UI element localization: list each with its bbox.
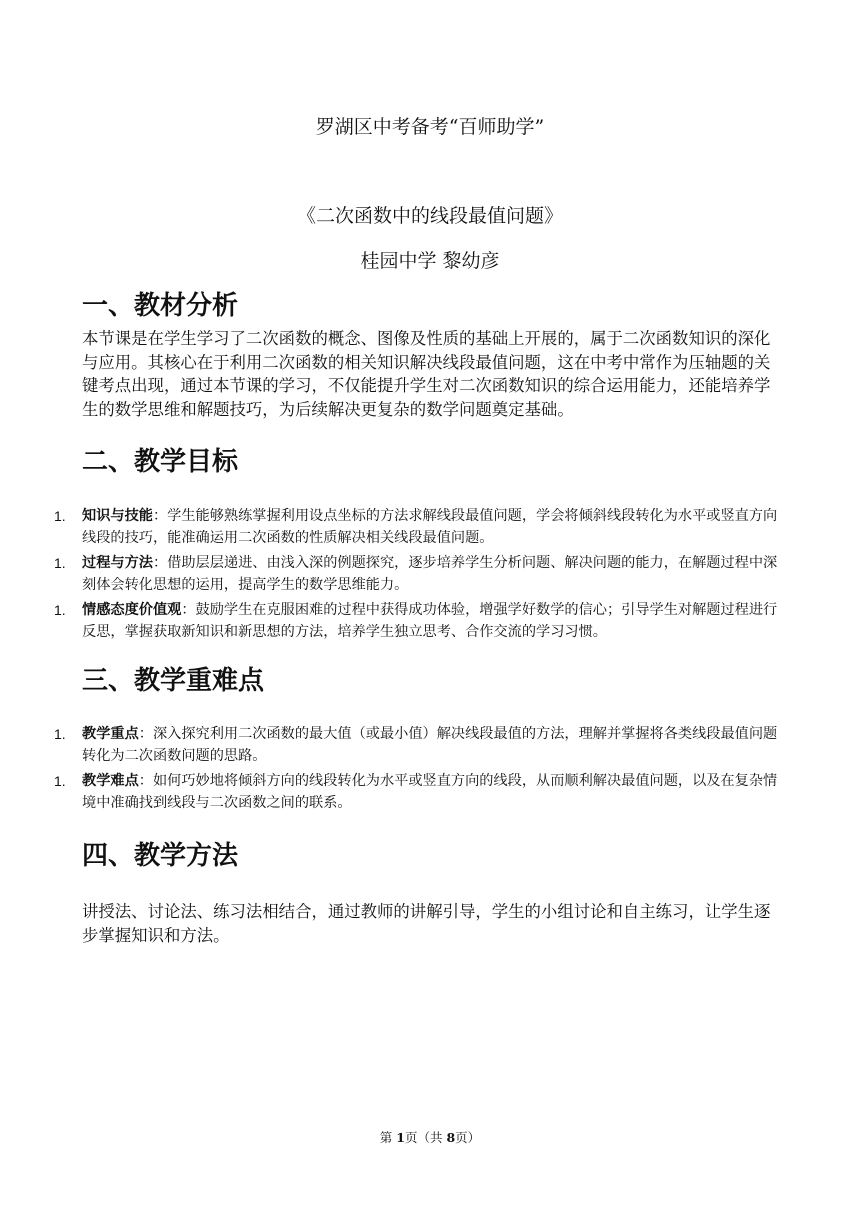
section-heading-methods: 四、教学方法: [82, 841, 239, 871]
list-text: ：如何巧妙地将倾斜方向的线段转化为水平或竖直方向的线段，从而顺利解决最值问题，以及在复杂情境中准确找到线段与二次函数之间的联系。: [82, 773, 778, 811]
list-text: ：借助层层递进、由浅入深的例题探究，逐步培养学生分析问题、解决问题的能力，在解题过程中深刻体会转化思想的运用，提高学生的数学思维能力。: [82, 555, 778, 593]
list-item: [50, 724, 782, 767]
list-term: 情感态度价值观: [82, 602, 182, 618]
list-number: 1.: [54, 508, 66, 524]
list-number: 1.: [54, 555, 66, 571]
section-heading-analysis: 一、教材分析: [82, 291, 239, 321]
section-body-analysis: 本节课是在学生学习了二次函数的概念、图像及性质的基础上开展的，属于二次函数知识的深化与应用。其核心在于利用二次函数的相关知识解决线段最值问题，这在中考中常作为压轴题的关键考点出现，通过本节课的学习，不仅能提升学生对二次函数知识的综合运用能力，还能培养学生的数学思维和解题技巧，为后续解决更复杂的数学问题奠定基础。: [82, 329, 771, 419]
list-term: 教学重点: [82, 726, 139, 742]
list-number: 1.: [54, 602, 66, 618]
section-heading-key-points: 三、教学重难点: [82, 666, 265, 696]
footer-prefix: 第: [379, 1130, 397, 1145]
page-number: 1: [396, 1130, 405, 1145]
list-number: 1.: [54, 726, 66, 742]
page-footer: [0, 1128, 860, 1146]
list-term: 知识与技能: [82, 508, 153, 524]
org-title: 罗湖区中考备考“百师助学”: [315, 116, 545, 138]
section-body-methods: 讲授法、讨论法、练习法相结合，通过教师的讲解引导，学生的小组讨论和自主练习，让学生逐步掌握知识和方法。: [82, 902, 771, 945]
list-item: [50, 600, 782, 643]
list-term: 教学难点: [82, 773, 139, 789]
list-item: [50, 771, 782, 814]
section-heading-goals: 二、教学目标: [82, 447, 239, 477]
list-item: [50, 553, 782, 596]
key-points-list: [50, 724, 782, 818]
lesson-title: 《二次函数中的线段最值问题》: [296, 205, 563, 227]
list-text: ：学生能够熟练掌握利用设点坐标的方法求解线段最值问题，学会将倾斜线段转化为水平或竖直方向线段的技巧，能准确运用二次函数的性质解决相关线段最值问题。: [82, 508, 778, 546]
page-total: 8: [446, 1130, 456, 1145]
list-text: ：深入探究利用二次函数的最大值（或最小值）解决线段最值的方法，理解并掌握将各类线段最值问题转化为二次函数问题的思路。: [82, 726, 778, 764]
list-number: 1.: [54, 773, 66, 789]
list-item: [50, 506, 782, 549]
list-text: ：鼓励学生在克服困难的过程中获得成功体验，增强学好数学的信心；引导学生对解题过程进行反思，掌握获取新知识和新思想的方法，培养学生独立思考、合作交流的学习习惯。: [82, 602, 778, 640]
footer-suffix: 页）: [455, 1130, 481, 1145]
list-term: 过程与方法: [82, 555, 153, 571]
author-line: 桂园中学 黎幼彦: [360, 250, 500, 272]
goals-list: [50, 506, 782, 647]
footer-mid: 页（共: [404, 1130, 447, 1145]
